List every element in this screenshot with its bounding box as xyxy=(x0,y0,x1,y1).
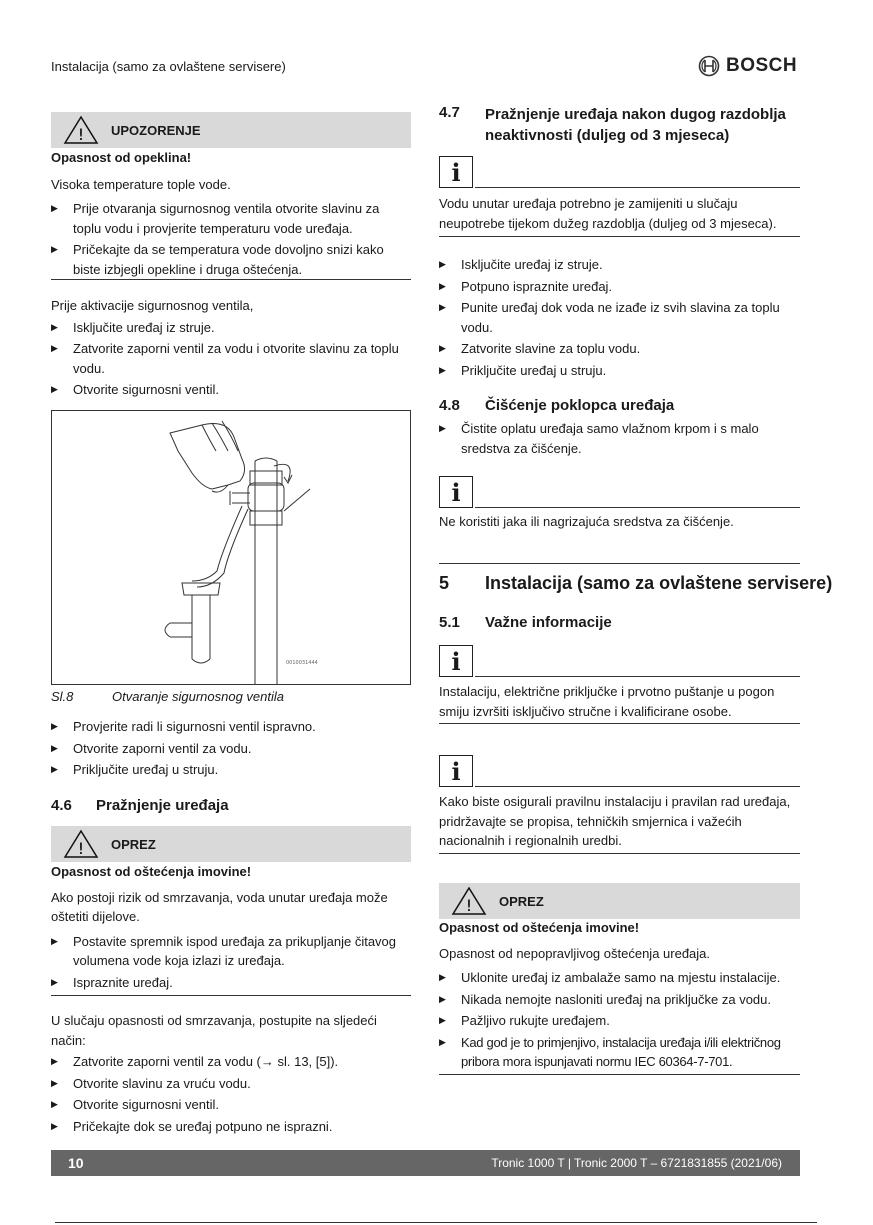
info-text: Vodu unutar uređaja potrebno je zamijeniti u slučaju neupotrebe tijekom dužeg razdoblja (duljeg od 3 mjeseca). xyxy=(439,196,777,231)
bullet-triangle-icon: ▶ xyxy=(51,1099,58,1109)
brand-logo xyxy=(698,55,797,77)
section-title-4-7: Pražnjenje uređaja nakon dugog razdoblja neaktivnosti (duljeg od 3 mjeseca) xyxy=(485,106,786,144)
warning-bar-oprez xyxy=(439,883,800,919)
safety-valve-illustration xyxy=(52,411,410,684)
divider xyxy=(475,786,800,787)
bullet-triangle-icon: ▶ xyxy=(439,343,446,353)
section-title-4-8: Čišćenje poklopca uređaja xyxy=(485,397,675,414)
divider xyxy=(475,507,800,508)
list-item: ▶ Postavite spremnik ispod uređaja za prikupljanje čitavog volumena vode koja izlazi iz uređaja. xyxy=(51,932,411,971)
bullet-triangle-icon: ▶ xyxy=(439,259,446,269)
bullet-triangle-icon: ▶ xyxy=(51,343,58,353)
list-item: ▶ Pažljivo rukujte uređajem. xyxy=(439,1011,799,1031)
list-item: ▶ Otvorite sigurnosni ventil. xyxy=(51,1095,411,1115)
warning-heading: Opasnost od oštećenja imovine! xyxy=(51,864,252,879)
warning-heading: Opasnost od oštećenja imovine! xyxy=(439,920,640,935)
bullet-triangle-icon: ▶ xyxy=(439,302,446,312)
info-icon: i xyxy=(439,755,473,787)
list-item: ▶ Priključite uređaj u struju. xyxy=(439,361,799,381)
page-edge-line xyxy=(55,1222,817,1223)
svg-text:!: ! xyxy=(77,125,85,144)
divider xyxy=(51,279,411,280)
section-number-5-1: 5.1 xyxy=(439,614,460,631)
divider xyxy=(439,1074,800,1075)
warning-bar-oprez xyxy=(51,826,411,862)
list-item: ▶ Punite uređaj dok voda ne izađe iz svih slavina za toplu vodu. xyxy=(439,298,799,337)
figure-code: 0010031444 xyxy=(286,660,318,666)
divider xyxy=(475,676,800,677)
procedure-block-2 xyxy=(51,717,411,780)
procedure-block-3 xyxy=(51,1011,411,1136)
list-item: ▶ Pričekajte dok se uređaj potpuno ne isprazni. xyxy=(51,1117,411,1137)
warning-body-2 xyxy=(51,862,411,992)
bullet-triangle-icon: ▶ xyxy=(439,1015,446,1025)
info-icon: i xyxy=(439,476,473,508)
bullet-triangle-icon: ▶ xyxy=(51,1120,58,1131)
warning-text: Ako postoji rizik od smrzavanja, voda unutar uređaja može oštetiti dijelove. xyxy=(51,889,388,924)
bullet-triangle-icon: ▶ xyxy=(51,764,58,774)
list-item: ▶ Kad god je to primjenjivo, instalacija uređaja i/ili električnog pribora mora ispunjavati normu IEC 60364-7-701. xyxy=(439,1033,799,1072)
bullet-triangle-icon: ▶ xyxy=(51,721,58,731)
list-item: ▶ Zatvorite slavine za toplu vodu. xyxy=(439,339,799,359)
bullet-triangle-icon: ▶ xyxy=(439,364,446,375)
bullet-triangle-icon: ▶ xyxy=(439,972,446,982)
divider xyxy=(439,563,800,564)
bullet-triangle-icon: ▶ xyxy=(51,384,58,394)
warning-label: OPREZ xyxy=(499,893,544,909)
bosch-armature-icon xyxy=(698,55,720,77)
info-text: Ne koristiti jaka ili nagrizajuća sredstva za čišćenje. xyxy=(439,514,734,529)
bullet-triangle-icon: ▶ xyxy=(51,203,58,213)
warning-bar-upozorenje xyxy=(51,112,411,148)
bullet-triangle-icon: ▶ xyxy=(51,321,58,332)
divider xyxy=(51,995,411,996)
list-item: ▶ Uklonite uređaj iz ambalaže samo na mjestu instalacije. xyxy=(439,968,799,988)
bullet-triangle-icon: ▶ xyxy=(51,976,58,987)
bullet-triangle-icon: ▶ xyxy=(51,742,58,753)
bullet-triangle-icon: ▶ xyxy=(51,935,58,946)
list-item: ▶ Čistite oplatu uređaja samo vlažnom krpom i s malo sredstva za čišćenje. xyxy=(439,419,799,458)
procedure-block-4-7 xyxy=(439,255,799,380)
divider xyxy=(475,187,800,188)
list-item: ▶ Otvorite zaporni ventil za vodu. xyxy=(51,739,411,759)
running-header: Instalacija (samo za ovlaštene servisere) xyxy=(51,59,286,74)
section-title-4-6: Pražnjenje uređaja xyxy=(96,797,229,814)
list-item: ▶ Ispraznite uređaj. xyxy=(51,973,411,993)
list-item: ▶ Otvorite sigurnosni ventil. xyxy=(51,380,411,400)
list-item: ▶ Provjerite radi li sigurnosni ventil ispravno. xyxy=(51,717,411,737)
divider xyxy=(439,723,800,724)
divider xyxy=(439,853,800,854)
warning-heading: Opasnost od opeklina! xyxy=(51,150,192,165)
warning-triangle-icon xyxy=(63,829,99,859)
chapter-title-5: Instalacija (samo za ovlaštene servisere) xyxy=(485,573,833,593)
intro-text: U slučaju opasnosti od smrzavanja, postupite na sljedeći način: xyxy=(51,1013,377,1048)
figure-safety-valve xyxy=(51,410,411,685)
list-item: ▶ Isključite uređaj iz struje. xyxy=(439,255,799,275)
bullet-triangle-icon: ▶ xyxy=(51,1077,58,1088)
warning-body-3 xyxy=(439,918,799,1072)
bullet-triangle-icon: ▶ xyxy=(439,1036,446,1047)
svg-text:!: ! xyxy=(77,839,85,858)
warning-triangle-icon xyxy=(451,886,487,916)
procedure-block-4-8 xyxy=(439,419,799,458)
bullet-triangle-icon: ▶ xyxy=(439,280,446,291)
document-id: Tronic 1000 T | Tronic 2000 T – 6721831855 (2021/06) xyxy=(491,1156,782,1170)
chapter-number-5: 5 xyxy=(439,573,450,593)
divider xyxy=(439,236,800,237)
section-number-4-7: 4.7 xyxy=(439,104,460,121)
section-title-5-1: Važne informacije xyxy=(485,614,612,631)
info-note-1 xyxy=(439,194,799,233)
svg-text:!: ! xyxy=(465,896,473,915)
procedure-block-1 xyxy=(51,296,411,400)
list-item: ▶ Prije otvaranja sigurnosnog ventila otvorite slavinu za toplu vodu i provjerite temperaturu vode uređaja. xyxy=(51,199,411,238)
warning-text: Opasnost od nepopravljivog oštećenja uređaja. xyxy=(439,945,711,961)
list-item: ▶ Isključite uređaj iz struje. xyxy=(51,318,411,338)
warning-label: UPOZORENJE xyxy=(111,122,201,138)
info-note-3 xyxy=(439,682,799,721)
bullet-triangle-icon: ▶ xyxy=(439,993,446,1004)
list-item: ▶ Otvorite slavinu za vruću vodu. xyxy=(51,1074,411,1094)
info-icon: i xyxy=(439,156,473,188)
figure-number: Sl.8 xyxy=(51,689,74,704)
section-number-4-6: 4.6 xyxy=(51,797,72,814)
info-note-4 xyxy=(439,792,799,851)
warning-label: OPREZ xyxy=(111,836,156,852)
list-item: ▶ Nikada nemojte nasloniti uređaj na priključke za vodu. xyxy=(439,990,799,1010)
info-icon: i xyxy=(439,645,473,677)
warning-triangle-icon xyxy=(63,115,99,145)
bullet-triangle-icon: ▶ xyxy=(51,244,58,254)
bullet-triangle-icon: ▶ xyxy=(439,423,446,433)
page-number: 10 xyxy=(68,1155,84,1171)
list-item: ▶ Pričekajte da se temperatura vode dovoljno snizi kako biste izbjegli opekline i druga oštećenja. xyxy=(51,240,411,279)
page-footer xyxy=(51,1150,800,1176)
info-text: Instalaciju, električne priključke i prvotno puštanje u pogon smiju izvršiti isključivo stručne i kvalificirane osobe. xyxy=(439,684,775,719)
info-text: Kako biste osigurali pravilnu instalaciju i pravilan rad uređaja, pridržavajte se propisa, tehničkih smjernica i važećih nacionalnih i regionalnih uredbi. xyxy=(439,794,791,848)
figure-caption: Otvaranje sigurnosnog ventila xyxy=(112,689,284,704)
bullet-triangle-icon: ▶ xyxy=(51,1056,58,1066)
warning-text: Visoka temperature tople vode. xyxy=(51,176,231,192)
list-item: ▶ Zatvorite zaporni ventil za vodu (→ sl. 13, [5]). xyxy=(51,1052,411,1072)
intro-text: Prije aktivacije sigurnosnog ventila, xyxy=(51,298,254,313)
brand-name: BOSCH xyxy=(726,55,798,76)
list-item: ▶ Zatvorite zaporni ventil za vodu i otvorite slavinu za toplu vodu. xyxy=(51,339,411,378)
list-item: ▶ Potpuno ispraznite uređaj. xyxy=(439,277,799,297)
section-number-4-8: 4.8 xyxy=(439,397,460,414)
info-note-2 xyxy=(439,512,799,532)
list-item: ▶ Priključite uređaj u struju. xyxy=(51,760,411,780)
warning-body-1 xyxy=(51,148,411,279)
